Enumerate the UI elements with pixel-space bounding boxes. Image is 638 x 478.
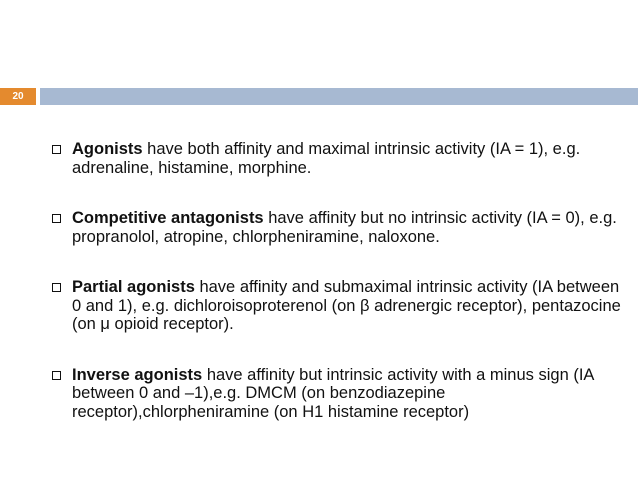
bullet-list	[52, 140, 622, 421]
bullet-text	[72, 278, 622, 334]
bullet-term: Agonists	[72, 140, 143, 158]
bullet-competitive-antagonists	[52, 209, 622, 246]
bullet-description: have affinity but no intrinsic activity (IA = 0), e.g. propranolol, atropine, chlorpheniramine, naloxone.	[72, 209, 617, 246]
bullet-text	[72, 209, 622, 246]
bullet-term: Inverse agonists	[72, 365, 203, 384]
checkbox-bullet-icon	[52, 145, 61, 154]
page-number: 20	[0, 88, 36, 105]
bullet-description: have affinity and submaximal intrinsic activity (IA between 0 and 1), e.g. dichloroisoproterenol (on β adrenergic receptor), pentazocine (on μ opioid receptor).	[72, 278, 621, 333]
checkbox-bullet-icon	[52, 283, 61, 292]
bullet-term: Competitive antagonists	[72, 209, 264, 227]
accent-bar	[40, 88, 638, 105]
bullet-description: have affinity but intrinsic activity with a minus sign (IA between 0 and –1),e.g. DMCM (on benzodiazepine receptor),chlorpheniramine (on H1 histamine receptor)	[72, 365, 594, 421]
checkbox-bullet-icon	[52, 371, 61, 380]
bullet-description: have both affinity and maximal intrinsic activity (IA = 1), e.g. adrenaline, histamine, morphine.	[72, 140, 581, 177]
checkbox-bullet-icon	[52, 214, 61, 223]
bullet-inverse-agonists	[52, 366, 622, 422]
bullet-term: Partial agonists	[72, 278, 195, 296]
bullet-text	[72, 140, 622, 177]
header-bar	[0, 88, 638, 105]
bullet-agonists	[52, 140, 622, 177]
bullet-partial-agonists	[52, 278, 622, 334]
bullet-text	[72, 366, 622, 422]
